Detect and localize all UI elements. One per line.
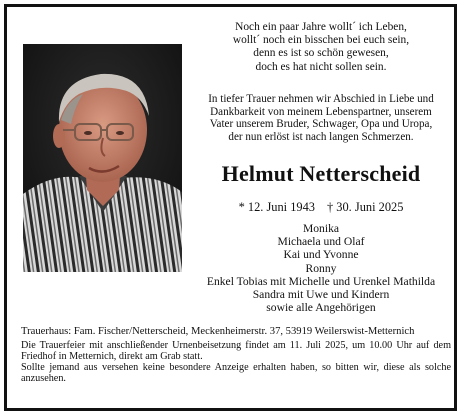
family-member: Monika	[302, 222, 340, 235]
mourning-text	[186, 93, 456, 143]
life-dates	[190, 200, 452, 215]
obituary-frame	[4, 4, 457, 411]
family-member: Ronny	[305, 261, 337, 275]
family-member: Enkel Tobias mit Michelle und Urenkel Mathilda	[206, 274, 436, 288]
mourning-house-address: Trauerhaus: Fam. Fischer/Netterscheid, Meckenheimerstr. 37, 53919 Weilerswist-Metternich	[21, 326, 415, 337]
family-member: Sandra mit Uwe und Kindern	[252, 288, 390, 302]
announcement-notice: Sollte jemand aus versehen keine besondere Anzeige erhalten haben, so bitten wir, diese als solche anzusehen.	[21, 362, 451, 385]
mourning-line: der nun erlöst ist nach langen Schmerzen.	[228, 130, 414, 143]
ceremony-notice: Die Trauerfeier mit anschließender Urnenbeisetzung findet am 11. Juli 2025, um 10.00 Uhr auf dem Friedhof in Metternich, direkt am Grab statt.	[21, 339, 451, 362]
family-member: sowie alle Angehörigen	[266, 301, 376, 315]
birth-date: * 12. Juni 1943	[238, 200, 315, 214]
family-member: Michaela und Olaf	[277, 235, 365, 249]
poem-line: Noch ein paar Jahre wollt´ ich Leben,	[235, 21, 407, 33]
poem-line: denn es ist so schön gewesen,	[253, 47, 389, 60]
poem-line: wollt´ noch ein bisschen bei euch sein,	[232, 34, 410, 47]
death-date: † 30. Juni 2025	[327, 200, 404, 214]
mourning-line: In tiefer Trauer nehmen wir Abschied in Liebe und	[208, 93, 434, 105]
deceased-name: Helmut Netterscheid	[221, 161, 421, 186]
footer-notes	[21, 326, 451, 384]
mourning-line: Dankbarkeit von meinem Lebenspartner, unserem	[210, 105, 432, 118]
family-member: Kai und Yvonne	[283, 248, 359, 262]
mourning-line: Vater unserem Bruder, Schwager, Opa und Uropa,	[209, 118, 433, 131]
portrait-illustration	[23, 44, 182, 272]
poem-line: doch es hat nicht sollen sein.	[255, 60, 387, 73]
poem	[190, 21, 452, 74]
family-list	[177, 222, 461, 314]
portrait-photo	[23, 44, 182, 272]
